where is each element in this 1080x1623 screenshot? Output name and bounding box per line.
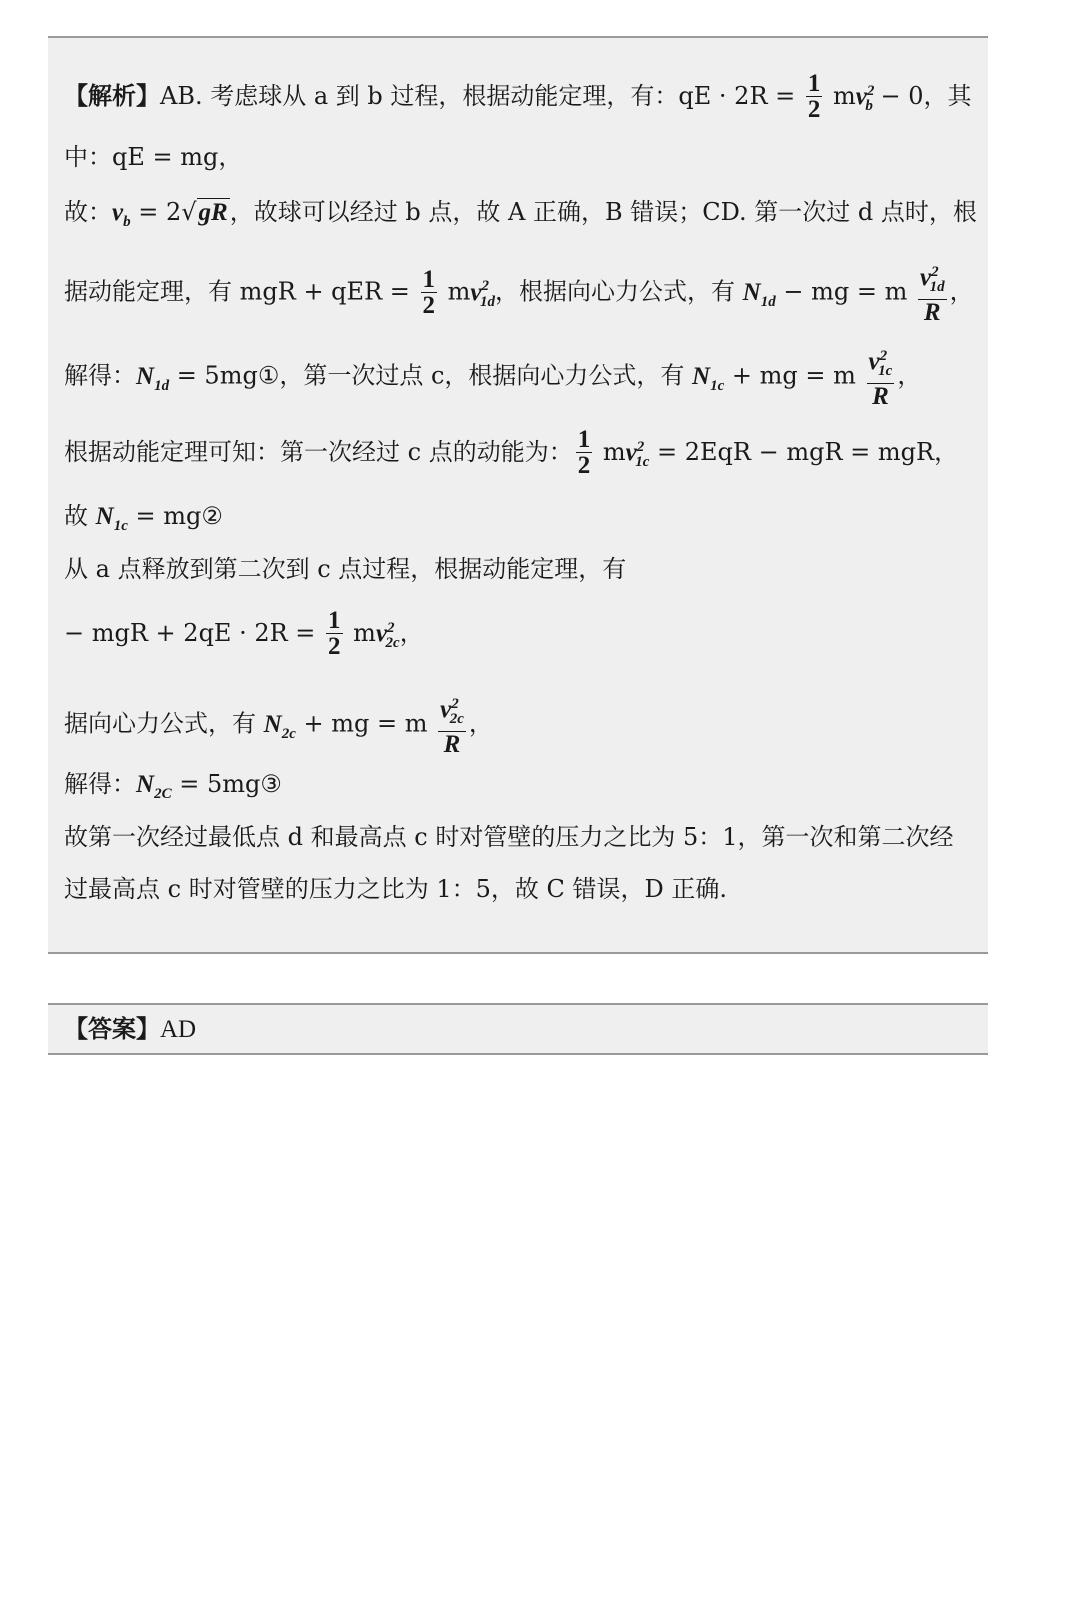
answer-label: 【答案】 [64,1014,160,1043]
analysis-line-6: 根据动能定理可知：第一次经过 c 点的动能为： $\frac{1}{2}$ $mv^2_{1c} = 2EqR$ − mgR = mgR， [64,426,959,479]
analysis-line-3: 故：$v_b = 2√gR$，故球可以经过 b 点，故 A 正确，B 错误；CD. 第一次过 d 点时，根 [64,198,977,230]
answer-value: AD [160,1016,197,1043]
analysis-line-5: 解得：$N_{1d}$ = 5mg①，第一次过点 c，根据向心力公式，有 $N_{1c}$ + mg = m $\frac{v^2_{1c}}{R}$ ， [64,344,921,410]
analysis-panel [48,36,988,954]
analysis-line-11: 解得：$N_{2C}$ = 5mg③ [64,770,282,802]
answer-panel [48,1003,988,1055]
analysis-line-13: 过最高点 c 时对管壁的压力之比为 1：5，故 C 错误，D 正确. [64,875,727,903]
analysis-line-10: 据向心力公式，有 $N_{2c}$ + mg = m $\frac{v^2_{2c}}{R}$ ， [64,692,493,758]
analysis-label: 【解析】 [64,81,160,110]
analysis-line-9: − mgR + 2qE · 2R = $\frac{1}{2}$ $mv^2_{2c}$， [64,607,424,660]
analysis-line-1-content: AB. 考虑球从 a 到 b 过程，根据动能定理，有：qE · 2R = $\frac{1}{2}$ $mv^2_b - 0$，其 [160,70,972,123]
analysis-line-2: 中：qE = mg， [64,143,243,171]
analysis-line-4: 据动能定理，有 mgR + qER = $\frac{1}{2}$ $mv^2_{1d}$，根据向心力公式，有 $N_{1d}$ − mg = m $\frac{v^2_{1d}}{R}$ ， [64,260,974,326]
analysis-line-8: 从 a 点释放到第二次到 c 点过程，根据动能定理，有 [64,555,627,583]
analysis-line-1 [64,72,972,123]
analysis-line-12: 故第一次经过最低点 d 和最高点 c 时对管壁的压力之比为 5：1，第一次和第二次经 [64,823,954,851]
analysis-line-7: 故 $N_{1c}$ = mg② [64,502,223,534]
answer-line [64,1014,196,1045]
